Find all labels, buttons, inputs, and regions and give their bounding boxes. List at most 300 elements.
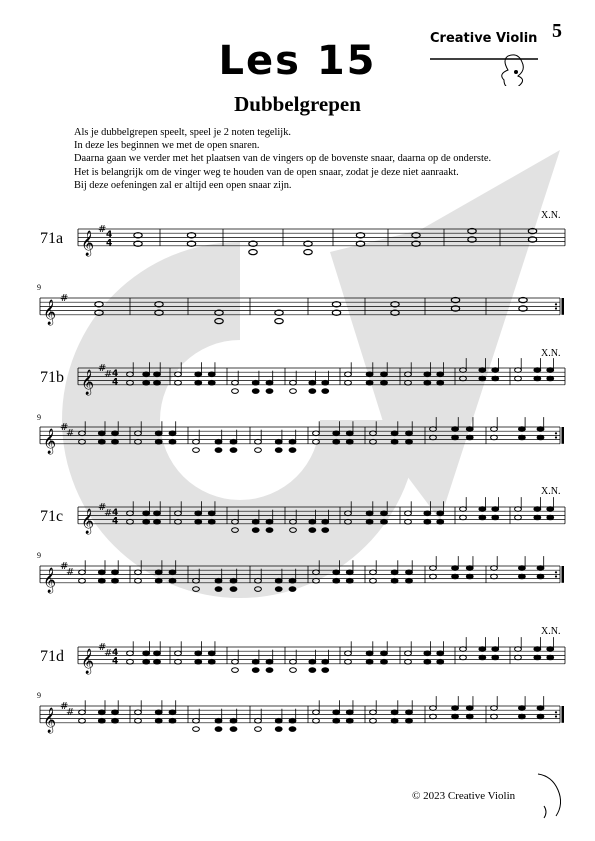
- quarter-note: [208, 651, 215, 656]
- half-note: [79, 570, 86, 575]
- half-note: [79, 578, 86, 583]
- quarter-note: [466, 574, 473, 579]
- quarter-note: [381, 511, 388, 516]
- quarter-note: [154, 511, 161, 516]
- quarter-note: [519, 566, 526, 571]
- quarter-note: [155, 439, 162, 444]
- sharp-icon: #: [66, 567, 75, 578]
- half-note: [345, 372, 352, 377]
- half-note: [127, 519, 134, 524]
- quarter-note: [466, 714, 473, 719]
- treble-clef-icon: 𝄞: [81, 648, 95, 674]
- quarter-note: [169, 431, 176, 436]
- lesson-title: Les 15: [218, 38, 377, 84]
- half-note: [515, 368, 522, 373]
- half-note: [515, 515, 522, 520]
- quarter-note: [452, 435, 459, 440]
- quarter-note: [452, 427, 459, 432]
- half-note: [460, 507, 467, 512]
- quarter-note: [154, 519, 161, 524]
- quarter-note: [208, 519, 215, 524]
- half-note: [491, 574, 498, 579]
- intro-line: Daarna gaan we verder met het plaatsen van de vingers op de bovenste snaar, daarna op de onderste.: [74, 153, 492, 165]
- half-note: [175, 519, 182, 524]
- quarter-note: [195, 511, 202, 516]
- half-note: [430, 427, 437, 432]
- half-note: [491, 435, 498, 440]
- quarter-note: [391, 718, 398, 723]
- treble-clef-icon: 𝄞: [43, 428, 57, 454]
- quarter-note: [519, 714, 526, 719]
- half-note: [193, 578, 200, 583]
- half-note: [290, 389, 297, 394]
- half-note: [405, 380, 412, 385]
- quarter-note: [381, 651, 388, 656]
- copyright-notice: © 2023 Creative Violin: [412, 790, 516, 802]
- quarter-note: [437, 511, 444, 516]
- quarter-note: [452, 706, 459, 711]
- half-note: [491, 714, 498, 719]
- quarter-note: [215, 578, 222, 583]
- quarter-note: [547, 368, 554, 373]
- half-note: [127, 372, 134, 377]
- half-note: [193, 439, 200, 444]
- quarter-note: [266, 668, 273, 673]
- sharp-icon: #: [60, 701, 69, 712]
- quarter-note: [112, 718, 119, 723]
- quarter-note: [466, 706, 473, 711]
- quarter-note: [322, 668, 329, 673]
- sharp-icon: #: [104, 369, 113, 380]
- quarter-note: [112, 710, 119, 715]
- quarter-note: [169, 578, 176, 583]
- final-barline: [562, 298, 565, 315]
- exercise-label: 71d: [40, 648, 64, 665]
- half-note: [175, 511, 182, 516]
- half-note: [460, 376, 467, 381]
- page-number: 5: [552, 20, 562, 42]
- quarter-note: [437, 380, 444, 385]
- quarter-note: [346, 718, 353, 723]
- half-note: [491, 427, 498, 432]
- quarter-note: [537, 706, 544, 711]
- quarter-note: [215, 587, 222, 592]
- quarter-note: [346, 439, 353, 444]
- half-note: [430, 706, 437, 711]
- quarter-note: [492, 647, 499, 652]
- half-note: [127, 511, 134, 516]
- quarter-note: [424, 380, 431, 385]
- quarter-note: [143, 659, 150, 664]
- quarter-note: [112, 578, 119, 583]
- repeat-dot: [555, 307, 557, 309]
- half-note: [135, 710, 142, 715]
- composer-credit: X.N.: [541, 348, 561, 359]
- half-note: [290, 659, 297, 664]
- half-note: [313, 439, 320, 444]
- quarter-note: [479, 647, 486, 652]
- quarter-note: [309, 519, 316, 524]
- quarter-note: [492, 368, 499, 373]
- time-signature-denominator: 4: [106, 238, 113, 249]
- quarter-note: [534, 507, 541, 512]
- composer-credit: X.N.: [541, 210, 561, 221]
- sharp-icon: #: [104, 648, 113, 659]
- quarter-note: [437, 372, 444, 377]
- quarter-note: [424, 519, 431, 524]
- quarter-note: [333, 710, 340, 715]
- composer-credit: X.N.: [541, 486, 561, 497]
- exercise-label: 71b: [40, 369, 64, 386]
- sharp-icon: #: [66, 707, 75, 718]
- quarter-note: [452, 574, 459, 579]
- quarter-note: [547, 376, 554, 381]
- half-note: [370, 718, 377, 723]
- quarter-note: [406, 570, 413, 575]
- quarter-note: [366, 651, 373, 656]
- repeat-dot: [555, 715, 557, 717]
- half-note: [405, 659, 412, 664]
- quarter-note: [346, 570, 353, 575]
- intro-line: Bij deze oefeningen zal er altijd een open snaar zijn.: [74, 179, 292, 191]
- sharp-icon: #: [98, 502, 107, 513]
- quarter-note: [466, 435, 473, 440]
- half-note: [430, 435, 437, 440]
- quarter-note: [215, 718, 222, 723]
- quarter-note: [289, 718, 296, 723]
- half-note: [175, 659, 182, 664]
- quarter-note: [155, 570, 162, 575]
- quarter-note: [519, 706, 526, 711]
- quarter-note: [289, 448, 296, 453]
- final-barline: [562, 706, 565, 723]
- half-note: [515, 376, 522, 381]
- half-note: [290, 668, 297, 673]
- quarter-note: [230, 727, 237, 732]
- repeat-dot: [555, 432, 557, 434]
- repeat-dot: [555, 575, 557, 577]
- quarter-note: [492, 507, 499, 512]
- quarter-note: [366, 380, 373, 385]
- half-note: [135, 439, 142, 444]
- quarter-note: [112, 439, 119, 444]
- half-note: [127, 651, 134, 656]
- half-note: [290, 519, 297, 524]
- quarter-note: [381, 659, 388, 664]
- time-signature-numerator: 4: [106, 230, 113, 240]
- quarter-note: [195, 659, 202, 664]
- quarter-note: [534, 647, 541, 652]
- half-note: [460, 655, 467, 660]
- quarter-note: [289, 439, 296, 444]
- quarter-note: [252, 659, 259, 664]
- half-note: [460, 647, 467, 652]
- half-note: [193, 448, 200, 453]
- quarter-note: [289, 727, 296, 732]
- half-note: [79, 710, 86, 715]
- half-note: [405, 511, 412, 516]
- quarter-note: [534, 655, 541, 660]
- quarter-note: [322, 528, 329, 533]
- sharp-icon: #: [98, 363, 107, 374]
- half-note: [127, 380, 134, 385]
- quarter-note: [169, 718, 176, 723]
- quarter-note: [252, 389, 259, 394]
- quarter-note: [309, 380, 316, 385]
- measure-number: 9: [37, 283, 41, 292]
- quarter-note: [322, 519, 329, 524]
- half-note: [313, 710, 320, 715]
- half-note: [370, 439, 377, 444]
- intro-line: Het is belangrijk om de vinger weg te houden van de open snaar, zodat je deze niet aanraakt.: [74, 166, 459, 178]
- quarter-note: [381, 380, 388, 385]
- half-note: [313, 431, 320, 436]
- quarter-note: [309, 668, 316, 673]
- time-signature-denominator: 4: [112, 377, 119, 388]
- quarter-note: [289, 587, 296, 592]
- half-note: [135, 578, 142, 583]
- quarter-note: [479, 655, 486, 660]
- quarter-note: [492, 655, 499, 660]
- quarter-note: [98, 439, 105, 444]
- section-title: Dubbelgrepen: [234, 92, 361, 116]
- treble-clef-icon: 𝄞: [43, 299, 57, 325]
- quarter-note: [519, 574, 526, 579]
- quarter-note: [479, 507, 486, 512]
- repeat-dot: [555, 711, 557, 713]
- quarter-note: [466, 427, 473, 432]
- half-note: [255, 439, 262, 444]
- half-note: [255, 448, 262, 453]
- half-note: [232, 528, 239, 533]
- quarter-note: [275, 439, 282, 444]
- quarter-note: [424, 651, 431, 656]
- quarter-note: [154, 372, 161, 377]
- quarter-note: [169, 570, 176, 575]
- quarter-note: [309, 528, 316, 533]
- half-note: [405, 372, 412, 377]
- violin-scroll-icon: [534, 772, 572, 822]
- whole-note: [249, 250, 257, 255]
- half-note: [370, 431, 377, 436]
- quarter-note: [547, 507, 554, 512]
- quarter-note: [169, 439, 176, 444]
- quarter-note: [266, 519, 273, 524]
- final-barline: [562, 427, 565, 444]
- quarter-note: [195, 380, 202, 385]
- quarter-note: [479, 368, 486, 373]
- quarter-note: [479, 515, 486, 520]
- half-note: [79, 718, 86, 723]
- quarter-note: [424, 659, 431, 664]
- quarter-note: [143, 511, 150, 516]
- quarter-note: [466, 566, 473, 571]
- time-signature-numerator: 4: [112, 369, 119, 379]
- quarter-note: [112, 570, 119, 575]
- quarter-note: [98, 578, 105, 583]
- quarter-note: [208, 511, 215, 516]
- quarter-note: [547, 647, 554, 652]
- half-note: [193, 718, 200, 723]
- quarter-note: [534, 376, 541, 381]
- half-note: [313, 578, 320, 583]
- quarter-note: [266, 528, 273, 533]
- treble-clef-icon: 𝄞: [81, 369, 95, 395]
- quarter-note: [406, 718, 413, 723]
- quarter-note: [537, 427, 544, 432]
- quarter-note: [333, 578, 340, 583]
- quarter-note: [98, 718, 105, 723]
- whole-note: [275, 319, 283, 324]
- half-note: [79, 431, 86, 436]
- half-note: [255, 587, 262, 592]
- quarter-note: [230, 448, 237, 453]
- quarter-note: [195, 372, 202, 377]
- half-note: [175, 372, 182, 377]
- whole-note: [215, 319, 223, 324]
- half-note: [255, 718, 262, 723]
- treble-clef-icon: 𝄞: [81, 508, 95, 534]
- sharp-icon: #: [60, 422, 69, 433]
- half-note: [515, 655, 522, 660]
- half-note: [345, 519, 352, 524]
- half-note: [232, 659, 239, 664]
- quarter-note: [112, 431, 119, 436]
- quarter-note: [479, 376, 486, 381]
- half-note: [175, 380, 182, 385]
- half-note: [313, 718, 320, 723]
- half-note: [491, 706, 498, 711]
- half-note: [232, 389, 239, 394]
- quarter-note: [437, 659, 444, 664]
- quarter-note: [534, 368, 541, 373]
- quarter-note: [169, 710, 176, 715]
- quarter-note: [154, 380, 161, 385]
- quarter-note: [492, 515, 499, 520]
- half-note: [460, 368, 467, 373]
- half-note: [430, 566, 437, 571]
- half-note: [370, 578, 377, 583]
- half-note: [135, 431, 142, 436]
- intro-line: Als je dubbelgrepen speelt, speel je 2 noten tegelijk.: [74, 127, 291, 138]
- quarter-note: [437, 519, 444, 524]
- half-note: [175, 651, 182, 656]
- exercise-label: 71a: [40, 230, 64, 247]
- half-note: [135, 570, 142, 575]
- quarter-note: [322, 389, 329, 394]
- quarter-note: [230, 718, 237, 723]
- half-note: [345, 651, 352, 656]
- final-barline: [562, 566, 565, 583]
- quarter-note: [252, 668, 259, 673]
- quarter-note: [333, 431, 340, 436]
- sharp-icon: #: [98, 642, 107, 653]
- quarter-note: [381, 372, 388, 377]
- repeat-dot: [555, 571, 557, 573]
- quarter-note: [537, 714, 544, 719]
- quarter-note: [437, 651, 444, 656]
- exercise-label: 71c: [40, 508, 64, 525]
- half-note: [232, 519, 239, 524]
- quarter-note: [534, 515, 541, 520]
- half-note: [79, 439, 86, 444]
- half-note: [405, 651, 412, 656]
- quarter-note: [366, 519, 373, 524]
- quarter-note: [143, 372, 150, 377]
- quarter-note: [195, 651, 202, 656]
- quarter-note: [537, 574, 544, 579]
- treble-clef-icon: 𝄞: [43, 567, 57, 593]
- whole-note: [304, 250, 312, 255]
- brand-name: Creative Violin: [430, 31, 538, 46]
- quarter-note: [252, 380, 259, 385]
- quarter-note: [406, 578, 413, 583]
- sharp-icon: #: [98, 224, 107, 235]
- half-note: [405, 519, 412, 524]
- quarter-note: [154, 659, 161, 664]
- quarter-note: [208, 659, 215, 664]
- measure-number: 9: [37, 691, 41, 700]
- quarter-note: [333, 718, 340, 723]
- half-note: [460, 515, 467, 520]
- half-note: [193, 727, 200, 732]
- quarter-note: [346, 578, 353, 583]
- quarter-note: [155, 718, 162, 723]
- quarter-note: [391, 710, 398, 715]
- intro-line: In deze les beginnen we met de open snaren.: [74, 140, 260, 152]
- quarter-note: [230, 578, 237, 583]
- half-note: [515, 647, 522, 652]
- quarter-note: [215, 448, 222, 453]
- quarter-note: [547, 655, 554, 660]
- half-note: [430, 714, 437, 719]
- quarter-note: [143, 651, 150, 656]
- half-note: [255, 727, 262, 732]
- quarter-note: [230, 439, 237, 444]
- measure-number: 9: [37, 413, 41, 422]
- half-note: [370, 710, 377, 715]
- quarter-note: [366, 659, 373, 664]
- quarter-note: [208, 380, 215, 385]
- time-signature-numerator: 4: [112, 508, 119, 518]
- quarter-note: [537, 435, 544, 440]
- quarter-note: [322, 380, 329, 385]
- quarter-note: [275, 448, 282, 453]
- quarter-note: [215, 727, 222, 732]
- treble-clef-icon: 𝄞: [81, 230, 95, 256]
- quarter-note: [346, 710, 353, 715]
- quarter-note: [275, 718, 282, 723]
- measure-number: 9: [37, 551, 41, 560]
- quarter-note: [452, 566, 459, 571]
- half-note: [232, 668, 239, 673]
- quarter-note: [275, 578, 282, 583]
- quarter-note: [391, 570, 398, 575]
- half-note: [232, 380, 239, 385]
- quarter-note: [366, 511, 373, 516]
- quarter-note: [391, 439, 398, 444]
- quarter-note: [275, 727, 282, 732]
- time-signature-denominator: 4: [112, 516, 119, 527]
- half-note: [515, 507, 522, 512]
- quarter-note: [309, 389, 316, 394]
- quarter-note: [381, 519, 388, 524]
- quarter-note: [230, 587, 237, 592]
- quarter-note: [366, 372, 373, 377]
- half-note: [491, 566, 498, 571]
- quarter-note: [98, 710, 105, 715]
- quarter-note: [98, 431, 105, 436]
